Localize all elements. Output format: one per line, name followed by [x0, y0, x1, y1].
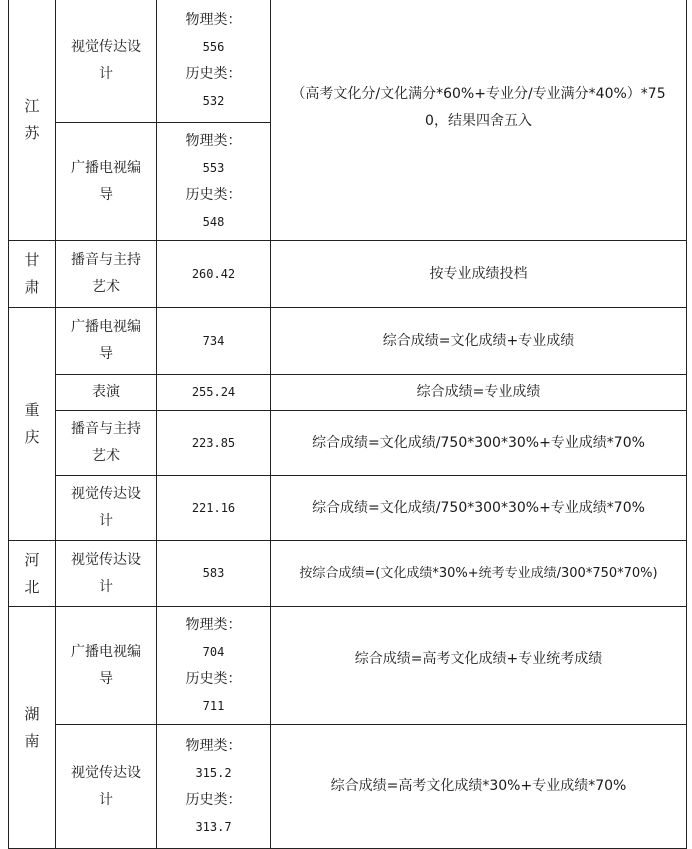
major-cell: 视觉传达设 计: [56, 541, 157, 607]
score-cell: 物理类： 553 历史类： 548: [157, 123, 271, 241]
table-row: [9, 541, 687, 607]
score-cell: 260.42: [157, 241, 271, 308]
table-row: [9, 0, 687, 123]
formula-cell: 综合成绩=文化成绩/750*300*30%+专业成绩*70%: [271, 411, 687, 476]
table-row: [9, 241, 687, 308]
major-cell: 广播电视编 导: [56, 308, 157, 375]
province-cell-chongqing: 重 庆: [9, 308, 56, 541]
major-cell: 广播电视编 导: [56, 607, 157, 725]
table-row: [9, 725, 687, 849]
score-cell: 583: [157, 541, 271, 607]
major-cell: 视觉传达设 计: [56, 476, 157, 541]
major-cell: 视觉传达设 计: [56, 0, 157, 123]
table-row: [9, 476, 687, 541]
score-cell: 223.85: [157, 411, 271, 476]
formula-cell: 综合成绩=专业成绩: [271, 375, 687, 411]
province-cell-hebei: 河 北: [9, 541, 56, 607]
score-cell: 物理类： 704 历史类： 711: [157, 607, 271, 725]
province-cell-jiangsu: 江 苏: [9, 0, 56, 241]
formula-cell: 综合成绩=高考文化成绩*30%+专业成绩*70%: [271, 725, 687, 849]
formula-cell: 综合成绩=高考文化成绩+专业统考成绩: [271, 607, 687, 725]
province-cell-gansu: 甘 肃: [9, 241, 56, 308]
admission-score-table: [8, 0, 687, 849]
province-cell-hunan: 湖 南: [9, 607, 56, 849]
formula-cell: 综合成绩=文化成绩+专业成绩: [271, 308, 687, 375]
formula-cell: 按专业成绩投档: [271, 241, 687, 308]
major-cell: 播音与主持 艺术: [56, 241, 157, 308]
score-cell: 734: [157, 308, 271, 375]
formula-cell: 按综合成绩=(文化成绩*30%+统考专业成绩/300*750*70%): [271, 541, 687, 607]
formula-cell: 综合成绩=文化成绩/750*300*30%+专业成绩*70%: [271, 476, 687, 541]
table-row: [9, 308, 687, 375]
major-cell: 播音与主持 艺术: [56, 411, 157, 476]
score-cell: 221.16: [157, 476, 271, 541]
score-cell: 255.24: [157, 375, 271, 411]
score-cell: 物理类： 315.2 历史类： 313.7: [157, 725, 271, 849]
table-row: [9, 375, 687, 411]
score-cell: 物理类： 556 历史类： 532: [157, 0, 271, 123]
major-cell: 视觉传达设 计: [56, 725, 157, 849]
major-cell: 表演: [56, 375, 157, 411]
table-row: [9, 607, 687, 725]
major-cell: 广播电视编 导: [56, 123, 157, 241]
table-row: [9, 411, 687, 476]
formula-cell-jiangsu: （高考文化分/文化满分*60%+专业分/专业满分*40%）*75 0，结果四舍五入: [271, 0, 687, 241]
